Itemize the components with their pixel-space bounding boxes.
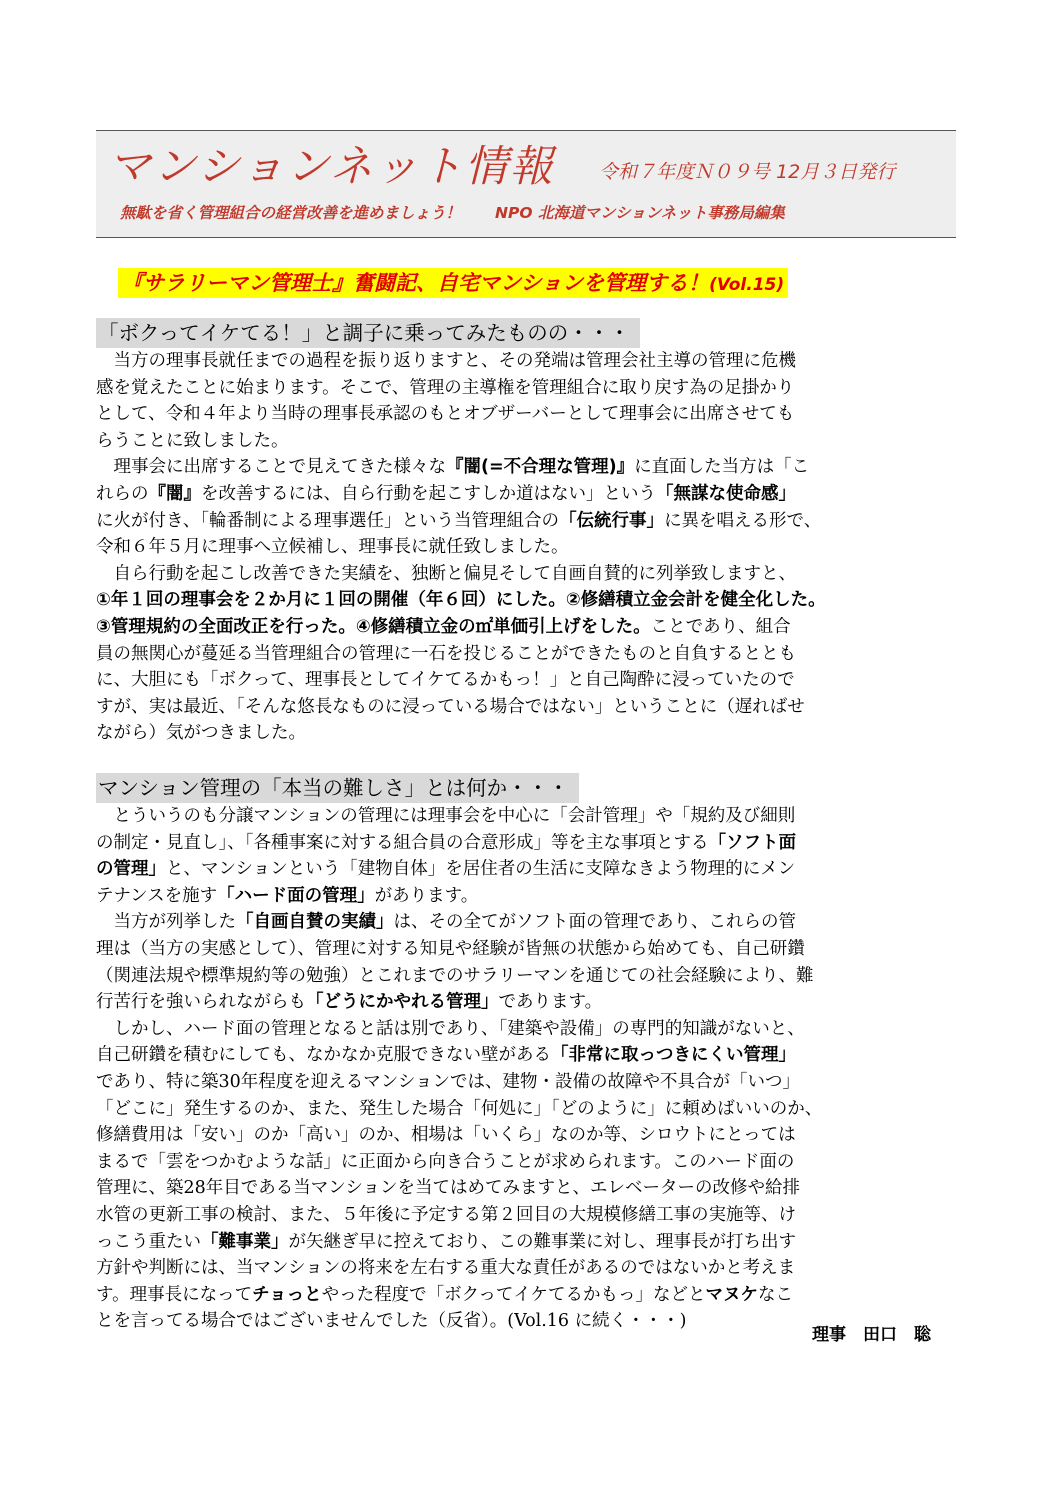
body-line [96,694,958,721]
body-line [96,856,958,883]
body-text: があります。 [374,885,479,906]
body-text: 水管の更新工事の検討、また、５年後に予定する第２回目の大規模修繕工事の実施等、け [96,1204,796,1225]
emphasis-text: チョっと [252,1284,322,1305]
emphasis-text: 「無謀な使命感」 [656,483,796,504]
body-text: 修繕費用は「安い」のか「高い」のか、相場は「いくら」なのか等、シロウトにとっては [96,1125,796,1146]
publisher: NPO 北海道マンションネット事務局編集 [495,204,785,222]
body-text: （関連法規や標準規約等の勉強）とこれまでのサラリーマンを通じての社会経験により、難 [96,965,814,986]
section1-heading: 「ボクってイケてる！」と調子に乗ってみたものの・・・ [96,318,640,348]
masthead-subtitle [120,201,785,223]
body-line [96,508,958,535]
emphasis-text: 「伝統行事」 [559,510,665,531]
body-text: の制定・見直し」、「各種事案に対する組合員の合意形成」等を主な事項とする [96,832,709,853]
body-text: 方針や判断には、当マンションの将来を左右する重大な責任があるのではないかと考えま [96,1258,796,1279]
emphasis-text: 『闇(=不合理な管理)』 [446,457,635,478]
emphasis-text: マヌケ [705,1284,759,1305]
body-text: を改善するには、自ら行動を起こすしか道はない」という [201,483,656,504]
issue-info: 令和７年度Ｎ０９号 12月３日発行 [599,161,896,183]
body-text: なこ [758,1284,794,1305]
body-line [96,803,958,830]
body-line [96,1202,958,1229]
body-line [96,614,958,641]
body-text: に直面した当方は「こ [634,457,810,478]
body-text: は、その全てがソフト面の管理であり、これらの管 [393,912,796,933]
body-line [96,1069,958,1096]
body-text: 行苦行を強いられながらも [96,992,306,1013]
body-text: とういうのも分譲マンションの管理には理事会を中心に「会計管理」や「規約及び細則 [96,806,796,826]
body-line [96,720,958,747]
body-line [96,534,958,561]
body-line [96,1282,958,1309]
author-signature: 理事 田口 聡 [812,1325,931,1345]
emphasis-text: 『闇』 [148,483,201,504]
body-text: やった程度で「ボクってイケてるかもっ」などと [321,1284,706,1305]
emphasis-text: ③管理規約の全面改正を行った。④修繕積立金の㎡単価引上げをした。 [96,616,651,637]
body-text: 感を覚えたことに始まります。そこで、管理の主導権を管理組合に取り戻す為の足掛かり [96,377,795,398]
body-line [96,989,958,1016]
body-line [96,348,958,375]
body-line [96,1255,958,1282]
body-line [96,481,958,508]
body-text: 当方が列挙した [96,912,236,933]
body-text: と、マンションという「建物自体」を居住者の生活に支障なきよう物理的にメン [166,859,796,880]
body-text: っこう重たい [96,1231,201,1252]
body-line [96,641,958,668]
body-line [96,1122,958,1149]
series-volume: (Vol.15) [709,275,785,295]
body-text: テナンスを施す [96,885,218,906]
body-text: 自己研鑽を積むにしても、なかなか克服できない壁がある [96,1045,551,1066]
body-text: らうことに致しました。 [96,430,289,451]
body-line [96,587,958,614]
body-line [96,883,958,910]
body-line [96,375,958,402]
body-text: しかし、ハード面の管理となると話は別であり、「建築や設備」の専門的知識がないと、 [96,1018,805,1039]
body-text: 管理に、築28年目である当マンションを当てはめてみますと、エレベーターの改修や給排 [96,1178,800,1199]
body-line [96,401,958,428]
body-text: れらの [96,483,149,504]
body-line [96,1016,958,1043]
emphasis-text: の管理」 [96,859,166,880]
body-text: であります。 [498,992,603,1013]
body-text: 「どこに」発生するのか、また、発生した場合「何処に」「どのように」に頼めばいいのか、 [96,1098,823,1119]
section1-body [96,348,958,747]
body-text: す。理事長になって [96,1284,253,1305]
series-title-text: 『サラリーマン管理士』奮闘記、自宅マンションを管理する！ [122,271,710,295]
body-line [96,963,958,990]
body-text: ながら）気がつきました。 [96,723,306,744]
slogan: 無駄を省く管理組合の経営改善を進めましょう！ [120,204,462,222]
body-line [96,1229,958,1256]
body-line [96,454,958,481]
body-text: 自ら行動を起こし改善できた実績を、独断と偏見そして自画自賛的に列挙致しますと、 [96,563,796,584]
body-line [96,936,958,963]
body-text: ことであり、組合 [650,616,791,637]
body-line [96,1175,958,1202]
section2-heading: マンション管理の「本当の難しさ」とは何か・・・ [96,773,579,803]
emphasis-text: 「ハード面の管理」 [217,885,375,906]
body-text: であり、特に築30年程度を迎えるマンションでは、建物・設備の故障や不具合が「いつ」 [96,1071,800,1092]
emphasis-text: 「自画自賛の実績」 [236,912,394,933]
body-text: に火が付き、「輪番制による理事選任」という当管理組合の [96,510,560,531]
body-text: すが、実は最近、「そんな悠長なものに浸っている場合ではない」ということに（遅ればせ [96,696,805,717]
body-line [96,667,958,694]
emphasis-text: 「ソフト面 [708,832,796,853]
body-line [96,428,958,455]
emphasis-text: 「難事業」 [201,1231,289,1252]
emphasis-text: 「非常に取っつきにくい管理」 [551,1045,796,1066]
body-text: 当方の理事長就任までの過程を振り返りますと、その発端は管理会社主導の管理に危機 [96,351,796,371]
body-text: 理事会に出席することで見えてきた様々な [96,457,446,478]
body-text: まるで「雲をつかむような話」に正面から向き合うことが求められます。このハード面の [96,1151,795,1172]
body-line [96,909,958,936]
newsletter-title: マンションネット情報 [108,142,555,192]
body-text: 理は（当方の実感として）、管理に対する知見や経験が皆無の状態から始めても、自己研鑽 [96,938,805,959]
emphasis-text: 「どうにかやれる管理」 [306,992,499,1013]
body-text: として、令和４年より当時の理事長承認のもとオブザーバーとして理事会に出席させても [96,404,795,425]
section2-body [96,803,958,1335]
body-text: とを言ってる場合ではございませんでした（反省）。(Vol.16 に続く・・・) [96,1311,687,1332]
body-line [96,1096,958,1123]
body-line [96,1149,958,1176]
series-title [118,268,788,298]
body-text: が矢継ぎ早に控えており、この難事業に対し、理事長が打ち出す [288,1231,796,1252]
body-line [96,1042,958,1069]
body-text: 員の無関心が蔓延る当管理組合の管理に一石を投じることができたものと自負するととも [96,643,796,664]
body-line [96,561,958,588]
masthead [96,130,956,238]
body-text: に、大胆にも「ボクって、理事長としてイケてるかもっ！」と自己陶酔に浸っていたので [96,670,795,691]
body-line [96,830,958,857]
body-text: 令和６年５月に理事へ立候補し、理事長に就任致しました。 [96,537,569,558]
emphasis-text: ①年１回の理事会を２か月に１回の開催（年６回）にした。②修繕積立金会計を健全化した。 [96,590,826,611]
body-text: に異を唱える形で、 [664,510,822,531]
